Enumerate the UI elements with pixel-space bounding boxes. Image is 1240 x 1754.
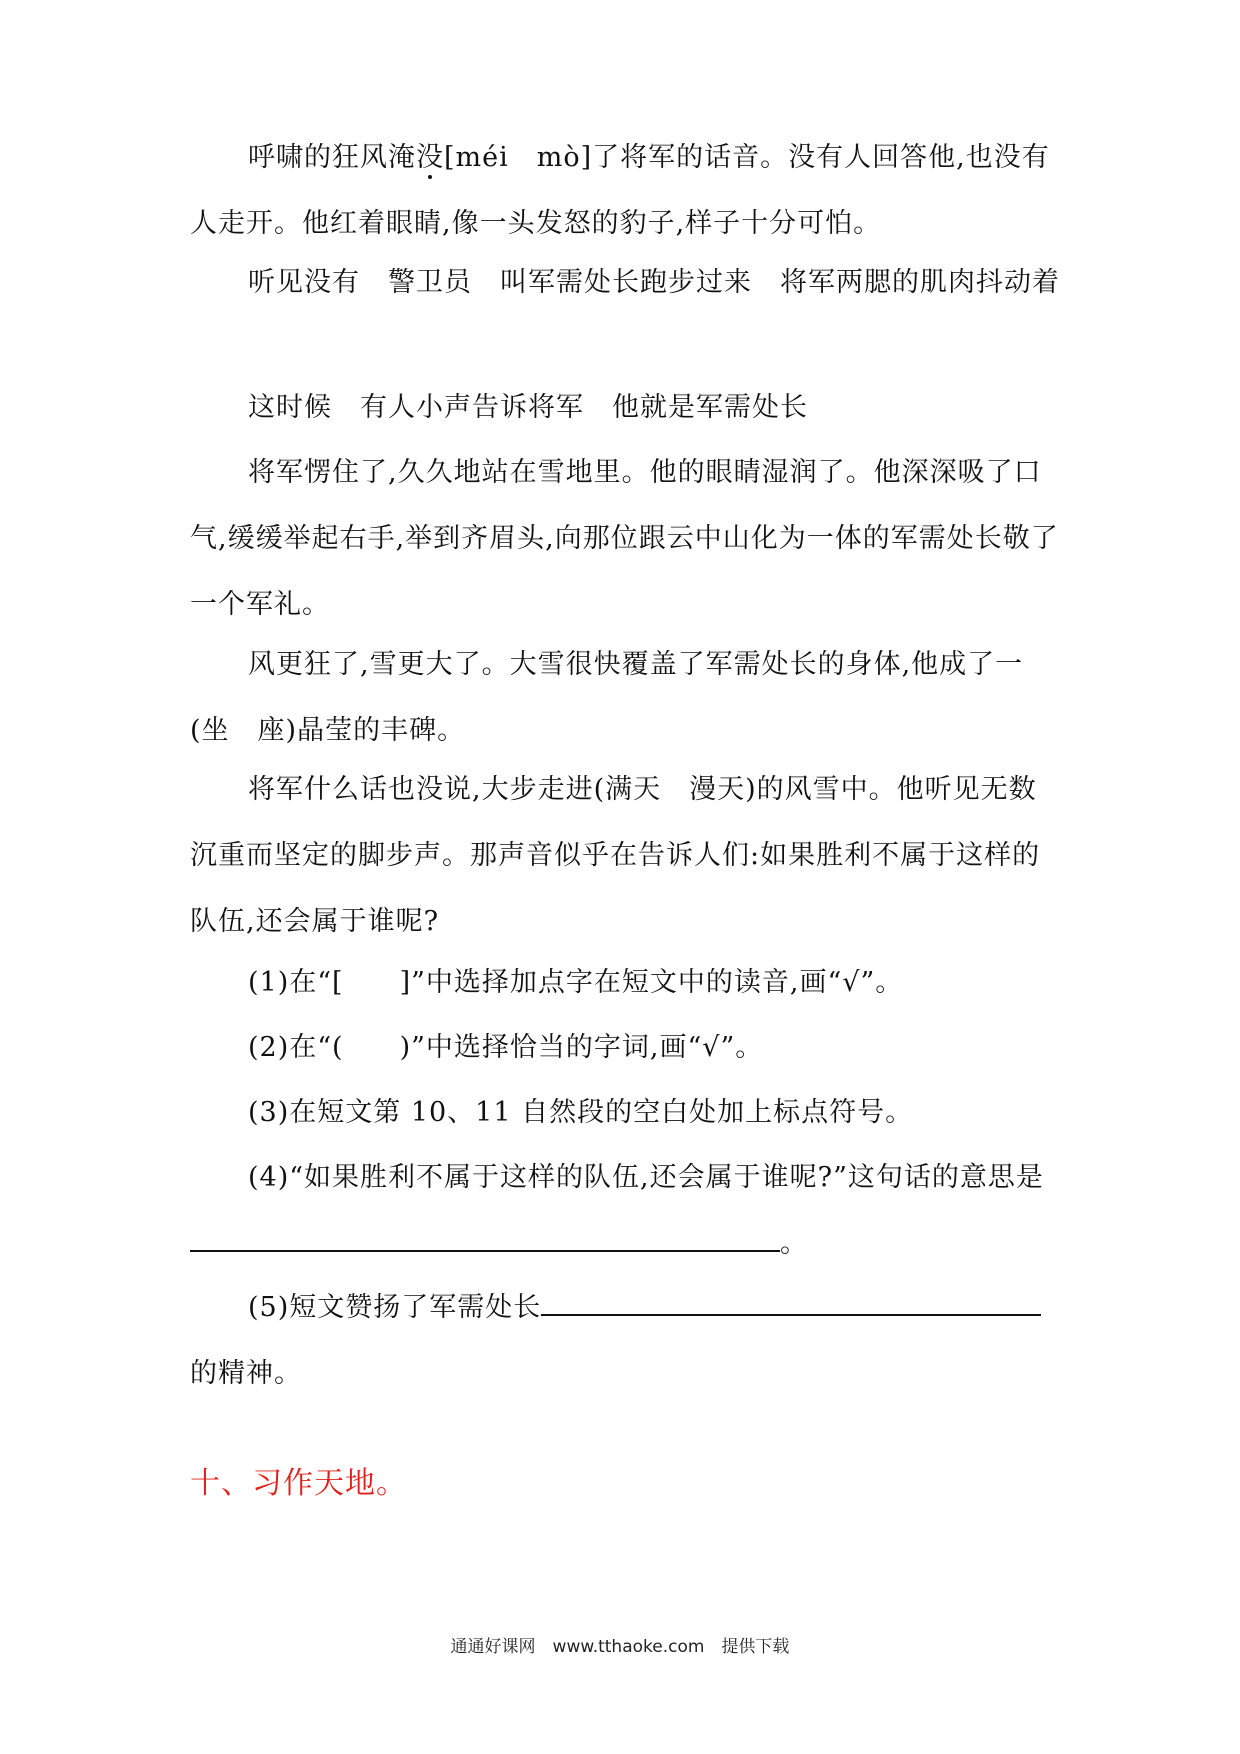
question-4 — [190, 1145, 1060, 1277]
paragraph-1 — [190, 125, 1060, 257]
footer-credit: 通通好课网 www.tthaoke.com 提供下载 — [450, 1637, 790, 1657]
paragraph-4: 将军愣住了,久久地站在雪地里。他的眼睛湿润了。他深深吸了口气,缓缓举起右手,举到齐眉头,向那位跟云中山化为一体的军需处长敬了一个军礼。 — [190, 457, 1059, 620]
question-4-answer-blank[interactable] — [190, 1220, 780, 1252]
question-5 — [190, 1275, 1060, 1407]
question-5-end: 的精神。 — [190, 1358, 302, 1389]
paragraph-2: 听见没有 警卫员 叫军需处长跑步过来 将军两腮的肌肉抖动着 — [248, 267, 1060, 298]
question-5-answer-blank[interactable] — [541, 1284, 1041, 1316]
paragraph-3: 这时候 有人小声告诉将军 他就是军需处长 — [248, 392, 808, 423]
paragraph-1-post: [méi mò]了将军的话音。没有人回答他,也没有人走开。他红着眼睛,像一头发怒的豹子,样子十分可怕。 — [190, 142, 1050, 239]
question-4-end: 。 — [780, 1228, 808, 1259]
section-ten-heading: 十、习作天地。 — [190, 1466, 407, 1501]
question-4-text: (4)“如果胜利不属于这样的队伍,还会属于谁呢?”这句话的意思是 — [248, 1162, 1044, 1193]
question-2: (2)在“( )”中选择恰当的字词,画“√”。 — [248, 1032, 764, 1063]
paragraph-1-pre: 呼啸的狂风淹 — [248, 142, 416, 173]
question-5-text: (5)短文赞扬了军需处长 — [248, 1292, 542, 1323]
question-3: (3)在短文第 10、11 自然段的空白处加上标点符号。 — [248, 1097, 914, 1128]
question-1: (1)在“[ ]”中选择加点字在短文中的读音,画“√”。 — [248, 967, 904, 998]
dotted-character: 没 — [416, 142, 444, 173]
paragraph-5: 风更狂了,雪更大了。大雪很快覆盖了军需处长的身体,他成了一(坐 座)晶莹的丰碑。 — [190, 649, 1024, 746]
paragraph-6: 将军什么话也没说,大步走进(满天 漫天)的风雪中。他听见无数沉重而坚定的脚步声。那声音似乎在告诉人们:如果胜利不属于这样的队伍,还会属于谁呢? — [190, 774, 1041, 937]
